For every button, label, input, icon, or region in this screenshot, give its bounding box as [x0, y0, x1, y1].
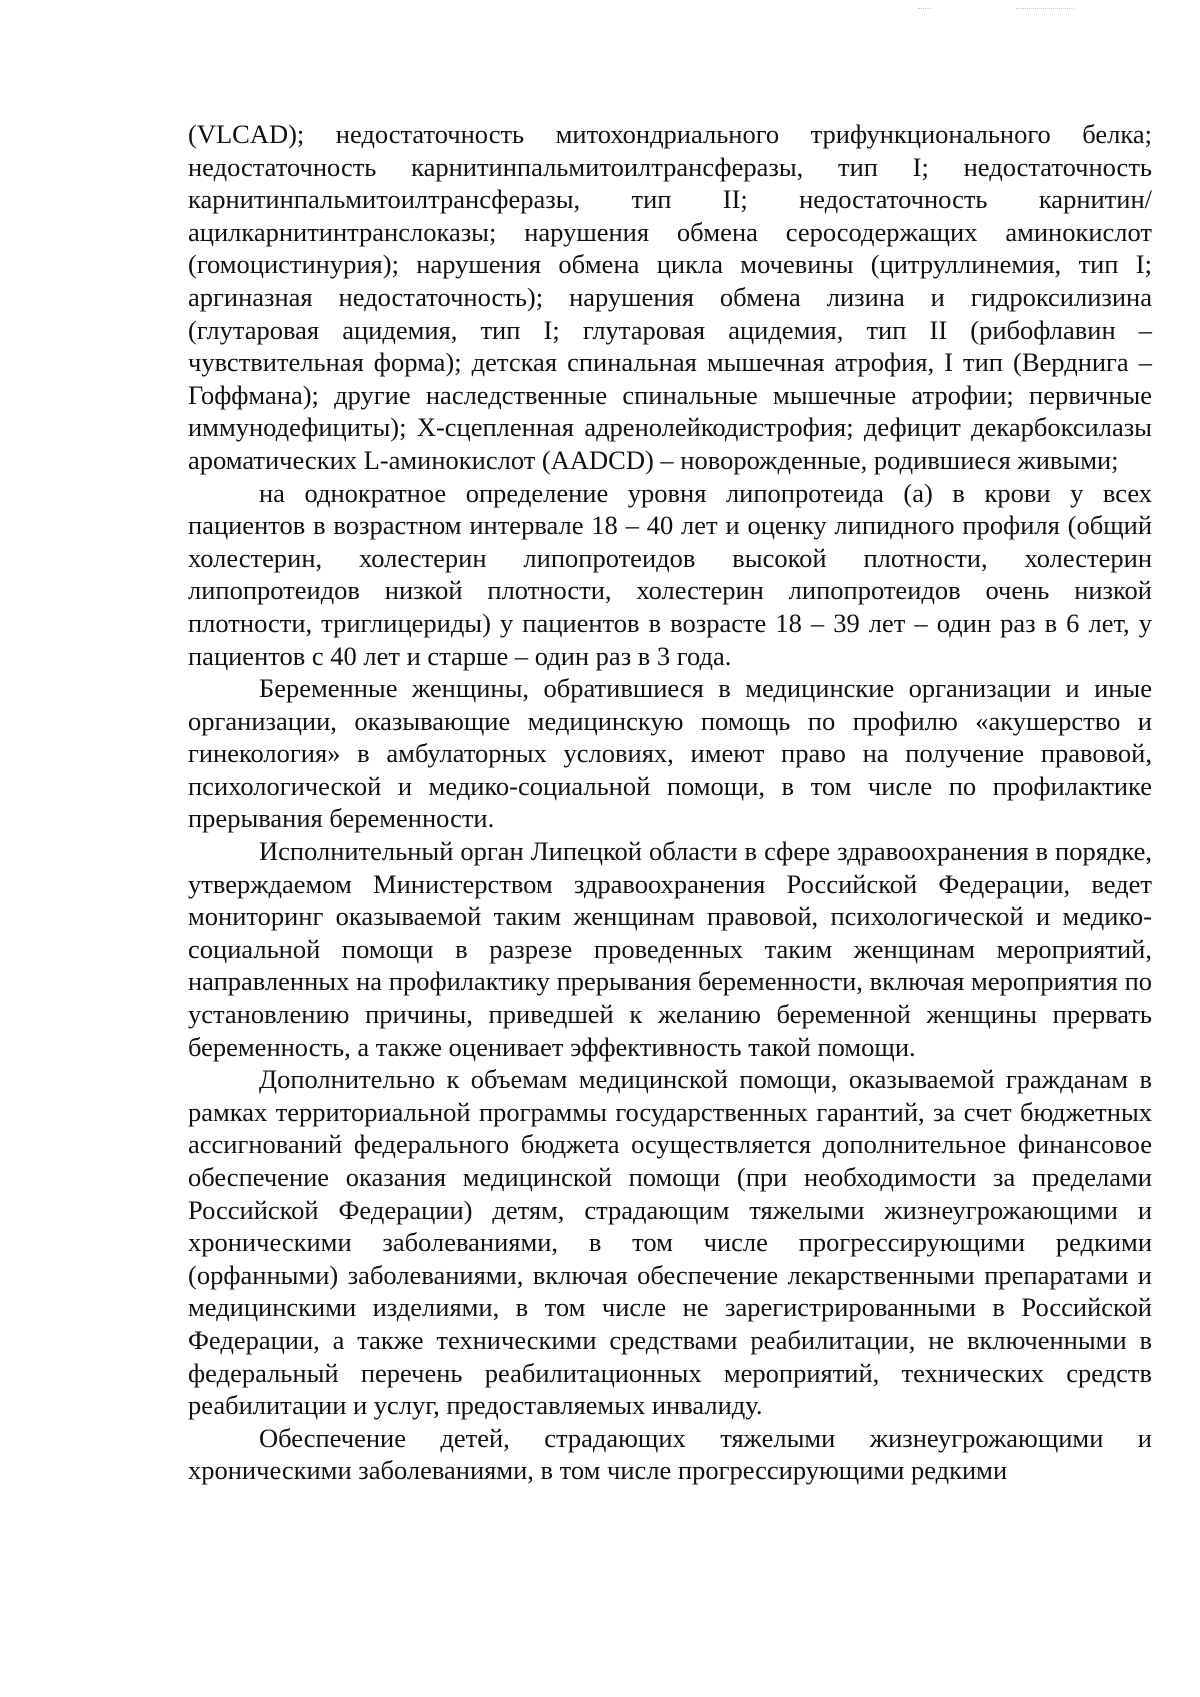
paragraph-pregnant-women-rights: Беременные женщины, обратившиеся в медицинские организации и иные организации, оказывающие медицинскую помощь по профилю «акушерство и гинекология» в амбулаторных условиях, имеют право на получение правовой, психологической и медико-социальной помощи, в том числе по профилактике прерывания беременности.	[188, 673, 1152, 834]
scan-artifact-mark	[918, 8, 932, 9]
paragraph-disease-list: (VLCAD); недостаточность митохондриального трифункционального белка; недостаточность карнитинпальмитоилтрансферазы, тип I; недостаточность карнитинпальмитоилтрансферазы, тип II; недостаточность карнитин/ацилкарнитинтранслоказы; нарушения обмена серосодержащих аминокислот (гомоцистинурия); нарушения обмена цикла мочевины (цитруллинемия, тип I; аргиназная недостаточность); нарушения обмена лизина и гидроксилизина (глутаровая ацидемия, тип I; глутаровая ацидемия, тип II (рибофлавин – чувствительная форма); детская спинальная мышечная атрофия, I тип (Верднига – Гоффмана); другие наследственные спинальные мышечные атрофии; первичные иммунодефициты); X-сцепленная адренолейкодистрофия; дефицит декарбоксилазы ароматических L-аминокислот (AADCD) – новорожденные, родившиеся живыми;	[188, 119, 1152, 475]
paragraph-lipoprotein-screening: на однократное определение уровня липопротеида (а) в крови у всех пациентов в возрастном интервале 18 – 40 лет и оценку липидного профиля (общий холестерин, холестерин липопротеидов высокой плотности, холестерин липопротеидов низкой плотности, холестерин липопротеидов очень низкой плотности, триглицериды) у пациентов в возрасте 18 – 39 лет – один раз в 6 лет, у пациентов с 40 лет и старше – один раз в 3 года.	[188, 477, 1152, 671]
paragraph-federal-funding: Дополнительно к объемам медицинской помощи, оказываемой гражданам в рамках территориальной программы государственных гарантий, за счет бюджетных ассигнований федерального бюджета осуществляется дополнительное финансовое обеспечение оказания медицинской помощи (при необходимости за пределами Российской Федерации) детям, страдающим тяжелыми жизнеугрожающими и хроническими заболеваниями, в том числе прогрессирующими редкими (орфанными) заболеваниями, включая обеспечение лекарственными препаратами и медицинскими изделиями, в том числе не зарегистрированными в Российской Федерации, а также техническими средствами реабилитации, не включенными в федеральный перечень реабилитационных мероприятий, технических средств реабилитации и услуг, предоставляемых инвалиду.	[188, 1064, 1152, 1421]
scan-artifact-mark	[1016, 8, 1074, 9]
document-body	[188, 118, 1152, 1487]
paragraph-monitoring: Исполнительный орган Липецкой области в сфере здравоохранения в порядке, утверждаемом Министерством здравоохранения Российской Федерации, ведет мониторинг оказываемой таким женщинам правовой, психологической и медико-социальной помощи в разрезе проведенных таким женщинам мероприятий, направленных на профилактику прерывания беременности, включая мероприятия по установлению причины, приведшей к желанию беременной женщины прервать беременность, а также оценивает эффективность такой помощи.	[188, 836, 1152, 1062]
paragraph-children-provision: Обеспечение детей, страдающих тяжелыми жизнеугрожающими и хроническими заболеваниями, в том числе прогрессирующими редкими	[188, 1422, 1152, 1486]
